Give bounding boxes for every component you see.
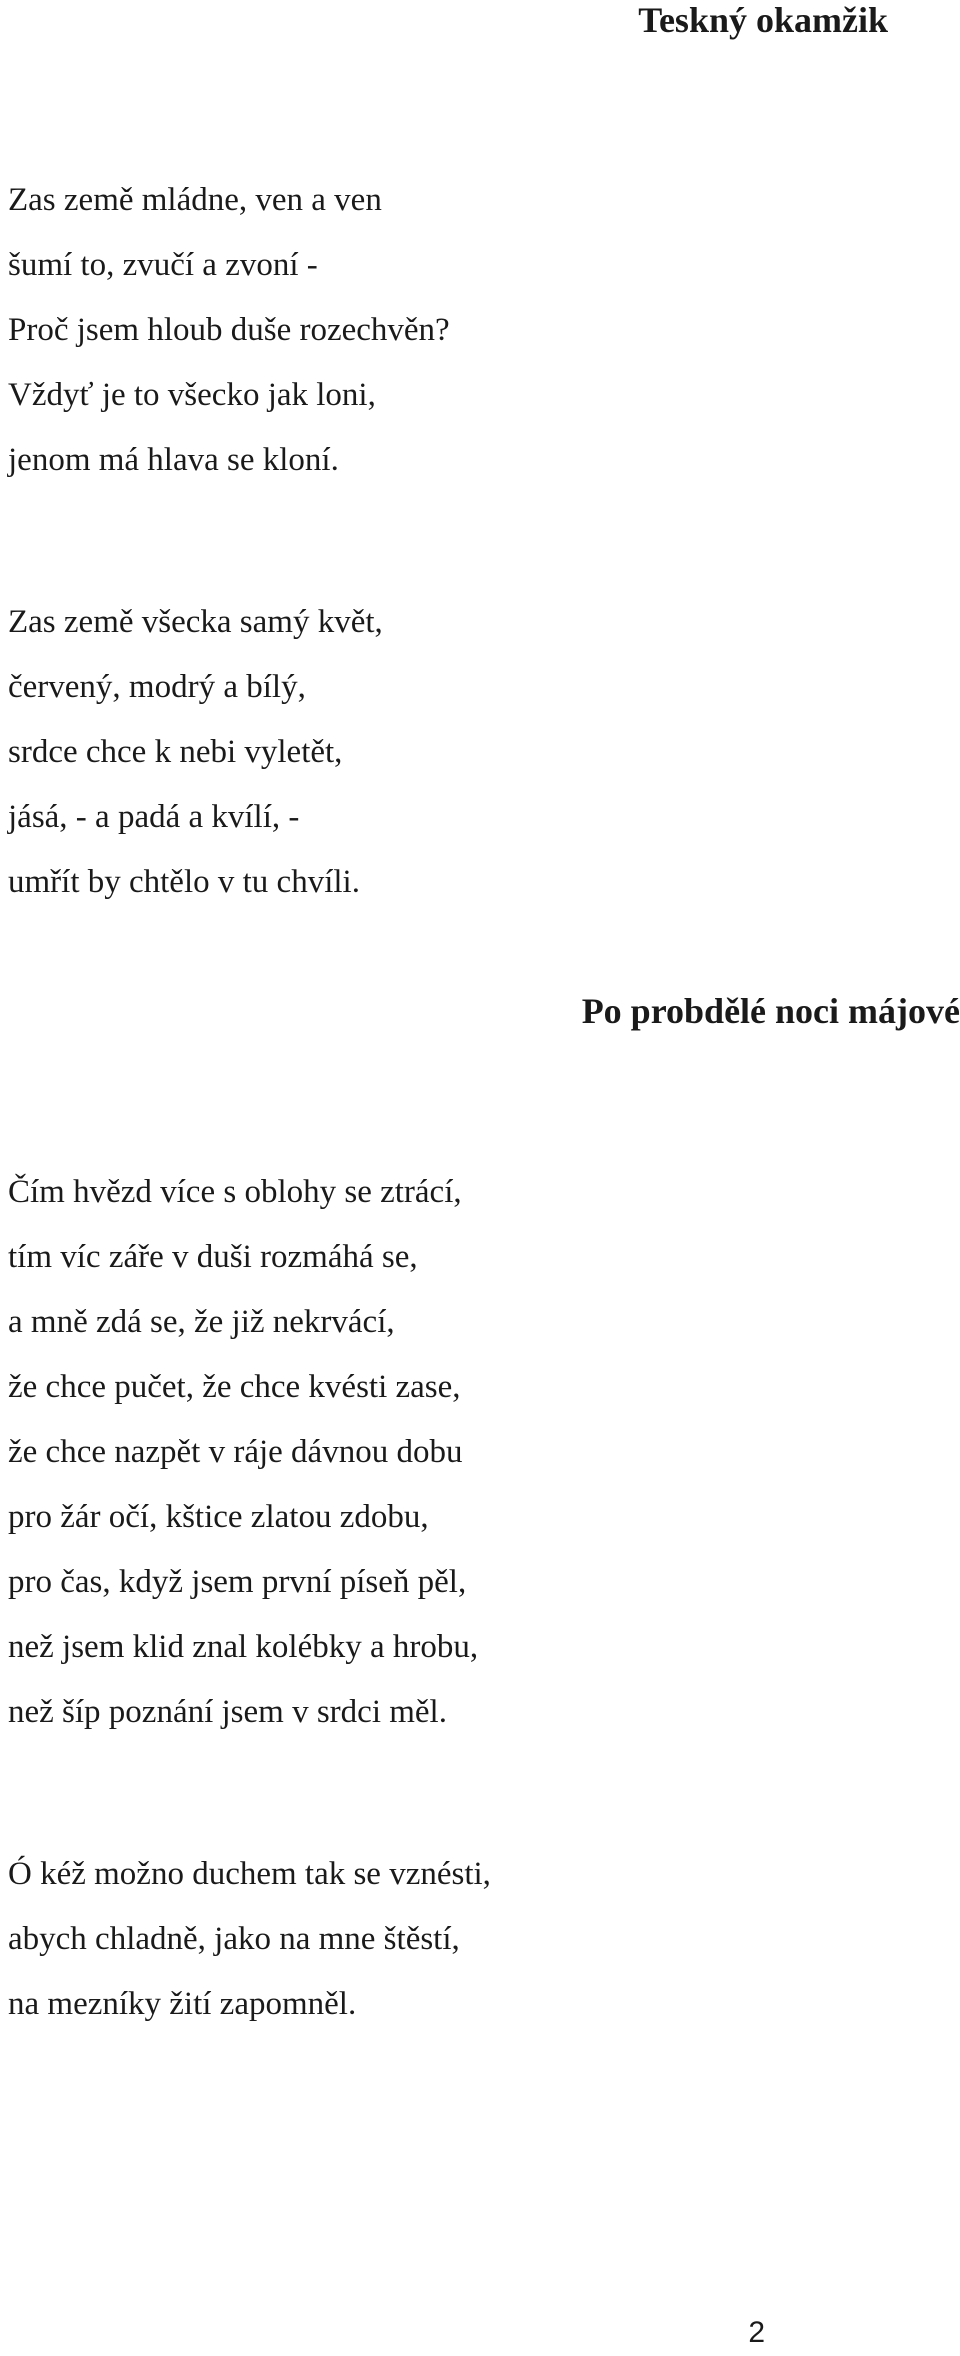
verse-line: Ó kéž možno duchem tak se vznésti, (8, 1856, 491, 1892)
verse-line: šumí to, zvučí a zvoní - (8, 247, 318, 283)
verse-line: abych chladně, jako na mne štěstí, (8, 1921, 460, 1957)
verse-line: na mezníky žití zapomněl. (8, 1986, 357, 2022)
poem-title: Po probdělé noci májové (581, 991, 960, 1031)
poem-stanza (8, 1842, 491, 2037)
verse-line: Zas země všecka samý květ, (8, 604, 383, 640)
poem-stanza (8, 590, 383, 915)
verse-line: pro žár očí, kštice zlatou zdobu, (8, 1499, 429, 1535)
verse-line: že chce nazpět v ráje dávnou dobu (8, 1434, 463, 1470)
poem-stanza (8, 168, 450, 493)
verse-line: Vždyť je to všecko jak loni, (8, 377, 376, 413)
verse-line: pro čas, když jsem první píseň pěl, (8, 1564, 467, 1600)
verse-line: Proč jsem hloub duše rozechvěn? (8, 312, 450, 348)
verse-line: než šíp poznání jsem v srdci měl. (8, 1694, 447, 1730)
verse-line: že chce pučet, že chce kvésti zase, (8, 1369, 461, 1405)
page-number: 2 (748, 2316, 765, 2349)
verse-line: srdce chce k nebi vyletět, (8, 734, 343, 770)
verse-line: jenom má hlava se kloní. (8, 442, 339, 478)
poem-title: Teskný okamžik (638, 0, 888, 40)
verse-line: Čím hvězd více s oblohy se ztrácí, (8, 1174, 462, 1210)
verse-line: Zas země mládne, ven a ven (8, 182, 382, 218)
poem-stanza (8, 1160, 478, 1745)
verse-line: než jsem klid znal kolébky a hrobu, (8, 1629, 479, 1665)
verse-line: tím víc záře v duši rozmáhá se, (8, 1239, 418, 1275)
verse-line: jásá, - a padá a kvílí, - (8, 799, 300, 835)
verse-line: a mně zdá se, že již nekrvácí, (8, 1304, 395, 1340)
verse-line: červený, modrý a bílý, (8, 669, 306, 705)
verse-line: umřít by chtělo v tu chvíli. (8, 864, 360, 900)
